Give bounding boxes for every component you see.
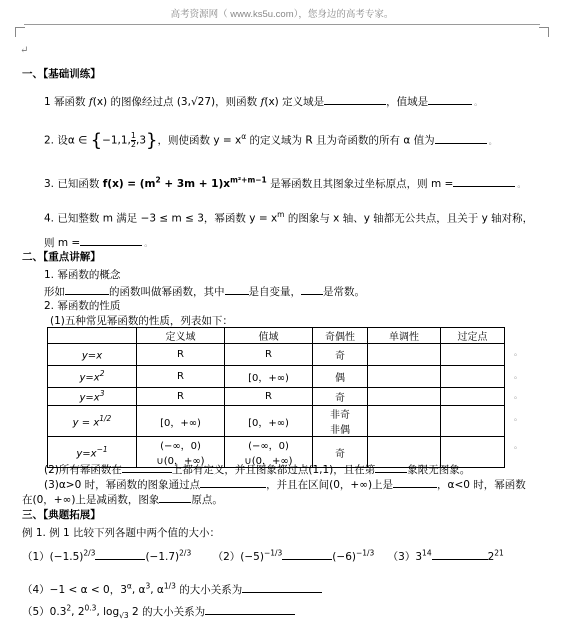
fn-cell <box>48 344 137 366</box>
example-1-item-4: （4）−1 < α < 0，$3^\alpha$, $\alpha^3$, $\alpha^{1/3}$ 的大小关系为 <box>22 581 322 597</box>
power-function-table <box>47 327 505 468</box>
monotonicity-cell <box>368 366 441 388</box>
col-header-parity: 奇偶性 <box>313 328 368 344</box>
range-cell-text: (−∞，0) <box>248 441 289 452</box>
domain-cell-text: R <box>177 371 184 382</box>
table-row-mark: 。 <box>514 441 522 450</box>
property-3: (3)α>0 时，幂函数的图象通过点 ，并且在区间(0，+∞)上是 ，α<0 时，幂函数 <box>44 476 526 492</box>
example-1: 例 1. 例 1 比较下列各题中两个值的大小： <box>22 527 221 539</box>
parity-cell-text: 奇 <box>335 448 345 460</box>
monotonicity-cell <box>368 406 441 437</box>
fixed-point-cell <box>441 366 505 388</box>
range-cell-text: R <box>265 391 272 402</box>
concept-heading: 1. 幂函数的概念 <box>44 269 121 281</box>
fn-cell-text: −1 <box>96 444 108 454</box>
example-1-items: $(1)(-1.5)^{2/3}$ $(-1.7)^{2/3}$ $(2)(-5)^{-1/3}$ $(-6)^{-1/3}$ $(3)3^{14}$ $2^{21}$ <box>22 548 504 563</box>
section-1-title: 一、【基础训练】 <box>22 68 101 80</box>
range-cell-text: [0，+∞) <box>248 373 289 384</box>
section-3-title: 三、【典题拓展】 <box>22 509 101 521</box>
table-intro: (1)五种常见幂函数的性质，列表如下： <box>50 315 233 327</box>
question-4: 4. 已知整数 m 满足 −3 ≤ m ≤ 3，幂函数 $y = x^m$ 的图象与 x 轴、y 轴都无公共点，且关于 y 轴对称， <box>44 210 534 225</box>
col-header-domain: 定义域 <box>137 328 225 344</box>
range-cell-text: R <box>265 349 272 360</box>
properties-heading: 2. 幂函数的性质 <box>44 300 121 312</box>
fn-cell-text: y=x <box>79 372 100 384</box>
property-2: (2)所有幂函数在 上都有定义，并且图象都过点(1,1)，且在第 象限无图象。 <box>44 461 470 477</box>
parity-cell <box>313 388 368 406</box>
col-header-range: 值域 <box>225 328 313 344</box>
question-3: 3. 已知函数 $f(x) = (m^2 + 3m + 1)x^{m^2+m-1}$ 是幂函数且其图象过坐标原点，则 m = 。 <box>44 175 526 190</box>
page-header: 高考资源网（ www.ks5u.com），您身边的高考专家。 <box>170 9 394 20</box>
domain-cell-text: ∪(0，+∞) <box>156 456 205 467</box>
domain-cell <box>137 388 225 406</box>
parity-cell-text: 奇 <box>335 351 345 362</box>
table-row-mark: 。 <box>514 391 522 400</box>
parity-cell-text: 奇 <box>335 393 345 404</box>
fn-cell <box>48 366 137 388</box>
table-row <box>48 366 505 388</box>
domain-cell <box>137 406 225 437</box>
table-row-mark: 。 <box>514 371 522 380</box>
domain-cell-text: (−∞，0) <box>160 441 201 452</box>
domain-cell-text: [0，+∞) <box>160 417 201 429</box>
parity-cell <box>313 406 368 437</box>
header-rule <box>24 24 540 25</box>
range-cell <box>225 366 313 388</box>
table-row <box>48 388 505 406</box>
col-header-fixed-point: 过定点 <box>441 328 505 344</box>
range-cell <box>225 388 313 406</box>
parity-cell-text: 非偶 <box>330 425 350 436</box>
example-1-item-5: $(5)0.3^2$, $2^{0.3}$, $\log_{√3} 2$ 的大小关系为 <box>22 603 295 620</box>
fn-cell <box>48 388 137 406</box>
domain-cell-text: R <box>177 349 184 360</box>
question-4-answer: 则 m = 。 <box>44 234 152 250</box>
fixed-point-cell <box>441 344 505 366</box>
table-row-mark: 。 <box>514 348 522 357</box>
range-cell-text: [0，+∞) <box>248 417 289 429</box>
fixed-point-cell <box>441 388 505 406</box>
monotonicity-cell <box>368 344 441 366</box>
parity-cell-text: 偶 <box>335 373 345 384</box>
table-row <box>48 344 505 366</box>
fn-cell-text: y=x <box>81 350 103 362</box>
col-header-monotonicity: 单调性 <box>368 328 441 344</box>
property-3-cont: 在(0，+∞)上是减函数，图象 原点。 <box>22 491 223 507</box>
range-cell <box>225 344 313 366</box>
monotonicity-cell <box>368 388 441 406</box>
concept-definition: 形如 的函数叫做幂函数，其中 是自变量， 是常数。 <box>44 283 365 299</box>
crop-mark-top-left <box>15 27 25 37</box>
section-2-title: 二、【重点讲解】 <box>22 251 101 263</box>
domain-cell <box>137 366 225 388</box>
question-1: 1 幂函数 f(x) 的图像经过点 (3,√27)，则函数 f(x) 定义域是 ，值域是 。 <box>44 93 482 109</box>
table-header-row <box>48 328 505 344</box>
parity-cell <box>313 366 368 388</box>
question-2: 2. 设α ∈ {−1,1, $\frac{1}{2}$ ,3}，则使函数 $y = x^\alpha$ 的定义域为 R 且为奇函数的所有 α 值为 。 <box>44 130 497 151</box>
fn-cell-text: y = x <box>72 417 100 429</box>
fixed-point-cell <box>441 406 505 437</box>
table-row-mark: 。 <box>514 413 522 422</box>
fn-cell-text: 1/2 <box>99 413 112 423</box>
parity-cell <box>313 344 368 366</box>
fn-cell-text: 3 <box>99 389 105 399</box>
fn-cell-text: y=x <box>76 448 97 460</box>
table-row <box>48 406 505 437</box>
domain-cell <box>137 344 225 366</box>
fn-cell-text: 2 <box>99 369 105 379</box>
range-cell-text: ∪(0，+∞) <box>244 456 293 467</box>
paragraph-mark: ↵ <box>20 45 29 56</box>
col-header-function <box>48 328 137 344</box>
crop-mark-top-right <box>539 27 549 37</box>
domain-cell-text: R <box>177 391 184 402</box>
range-cell <box>225 406 313 437</box>
fn-cell <box>48 406 137 437</box>
parity-cell-text: 非奇 <box>330 410 350 421</box>
fn-cell-text: y=x <box>79 392 100 404</box>
